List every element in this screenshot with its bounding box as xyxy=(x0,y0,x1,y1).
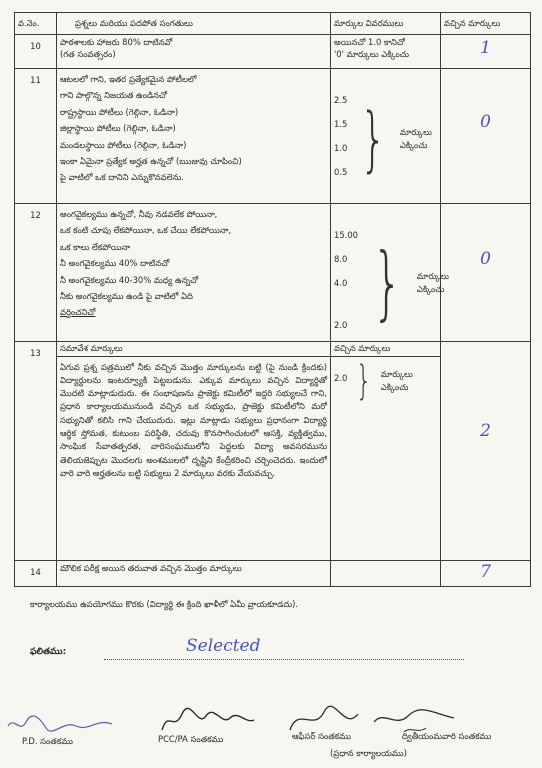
table-row xyxy=(15,204,531,342)
question-line: నీ అంగవైకల్యము 40% దాటినచో xyxy=(60,258,170,269)
question-cell xyxy=(57,69,331,204)
details-cell xyxy=(331,561,441,587)
question-line: పాఠశాలకు హాజరు 80% దాటినవో xyxy=(60,37,173,47)
details-subheader: వచ్చిన మార్కులు xyxy=(331,342,440,357)
question-line: నీకు అంగవైకల్యము ఉండి పై వాటిలో ఏది xyxy=(60,290,193,301)
signature-label-pcc: PCC/PA సంతకము xyxy=(158,734,224,744)
question-cell xyxy=(57,204,331,342)
score-group xyxy=(334,91,437,187)
score-value: 1.5 xyxy=(334,119,348,129)
signature-scribble-pcc xyxy=(158,706,258,734)
score-group xyxy=(334,230,449,336)
header-sno: వ.నెం. xyxy=(15,13,57,35)
brace-icon: } xyxy=(356,357,372,404)
question-line: వర్తించనిచో xyxy=(60,307,96,318)
signature-label-second: ద్వితీయంమవారి సంతకము xyxy=(402,731,492,741)
question-line: ఒక కాలు లేకపోయినా xyxy=(60,241,131,252)
score-group xyxy=(334,357,437,404)
question-line: అంగవైకల్యము ఉన్నచో, నీవు నడవలేక పోయినా, xyxy=(60,209,218,219)
question-title: సమావేశ మార్కులు xyxy=(57,342,330,357)
score-label: ఎక్కించు xyxy=(399,140,428,150)
header-details: మార్కుల వివరములు xyxy=(331,13,441,35)
question-line: ఇంకా ఏమైనా ప్రత్యేక అర్హత ఉన్నచో (ఋజువు చూపించి) xyxy=(60,155,242,166)
row-number: 14 xyxy=(15,561,57,587)
score-value: 2.5 xyxy=(334,95,348,105)
awarded-mark: 2 xyxy=(441,342,531,561)
details-cell xyxy=(331,342,441,561)
question-line: పై వాటిలో ఒక దానిని ఎన్నుకొనవలెను. xyxy=(60,172,184,183)
score-label: మార్కులు xyxy=(416,271,449,282)
question-line: (గత సంవత్సరం) xyxy=(60,48,116,59)
score-label: ఎక్కించు xyxy=(380,381,409,392)
table-header-row xyxy=(15,13,531,35)
question-line: రాష్ట్రస్థాయి పోటీలు (గెల్గినా, ఓడినా) xyxy=(60,106,179,117)
table-row xyxy=(15,561,531,587)
signature-scribble-pd xyxy=(6,712,116,736)
score-value: 0.5 xyxy=(334,167,348,177)
score-value: 4.0 xyxy=(334,278,348,288)
question-line: గాని పాల్గొన్న నిజయత ఉండినచో xyxy=(60,90,168,101)
result-line xyxy=(104,659,464,660)
score-value: 15.00 xyxy=(334,230,358,240)
score-value: 2.0 xyxy=(334,373,348,384)
header-awarded: వచ్చిన మార్కులు xyxy=(441,13,531,35)
result-value: Selected xyxy=(186,636,261,656)
question-line: నీ అంగవైకల్యము 40-30% మధ్య ఉన్నచో xyxy=(60,274,199,285)
score-label: మార్కులు xyxy=(380,368,413,379)
details-line: అయినచో 1.0 కానిచో xyxy=(334,37,405,47)
signature-label-officer: ఆఫీసర్ సంతకము xyxy=(292,731,351,741)
question-line: మండలస్థాయి పోటీలు (గెల్గినా, ఓడినా) xyxy=(60,139,187,150)
brace-icon: } xyxy=(360,98,387,180)
awarded-mark: 1 xyxy=(441,35,531,69)
question-cell xyxy=(57,561,331,587)
signature-label-headoffice: (ప్రధాన కార్యాలయము) xyxy=(330,748,407,758)
question-line: మౌలిక పరీక్ష అయిన తరువాత వచ్చిన మొత్తం మార్కులు xyxy=(60,563,242,573)
table-row xyxy=(15,69,531,204)
details-cell xyxy=(331,35,441,69)
question-cell xyxy=(57,35,331,69)
awarded-mark: 0 xyxy=(441,204,531,342)
header-question: ప్రశ్నలు మరియు పదపోత సంగతులు xyxy=(57,13,331,35)
row-number: 13 xyxy=(15,342,57,561)
row-number: 11 xyxy=(15,69,57,204)
row-number: 10 xyxy=(15,35,57,69)
office-use-note: కార్యాలయము ఉపయోగము కొరకు (విద్యార్థి ఈ క్రింది ఖాళీలో ఏమీ వ్రాయకూడదు). xyxy=(30,599,299,609)
question-line: ఆటలలో గాని, ఇతర ప్రత్యేకమైన పోటీలలో xyxy=(60,74,197,84)
score-value: 1.0 xyxy=(334,143,348,153)
score-value: 8.0 xyxy=(334,254,348,264)
question-line: జిల్లాస్థాయి పోటీలు (గెల్గినా, ఓడినా) xyxy=(60,123,176,134)
marks-table xyxy=(14,12,531,587)
details-cell xyxy=(331,204,449,342)
table-row xyxy=(15,35,531,69)
result-label: ఫలితము: xyxy=(30,647,67,657)
score-label: ఎక్కించు xyxy=(416,284,445,294)
awarded-mark: 7 xyxy=(441,561,531,587)
score-value: 2.0 xyxy=(334,320,348,330)
brace-icon: } xyxy=(372,236,403,329)
details-line: '0' మార్కులు ఎక్కించు xyxy=(334,48,409,59)
signature-label-pd: P.D. సంతకము xyxy=(22,736,73,746)
details-cell xyxy=(331,69,441,204)
awarded-mark: 0 xyxy=(441,69,531,204)
row-number: 12 xyxy=(15,204,57,342)
question-cell xyxy=(57,342,331,561)
table-row xyxy=(15,342,531,561)
score-label: మార్కులు xyxy=(399,127,432,138)
question-body: ఏగువ ప్రశ్న పత్రములో నీకు వచ్చిన మొత్తం మార్కులను బట్టి (పై నుండి క్రిందకు) విద్యార్థులను ఇంటర్వ్యూకి పెట్టబడును. ఎక్కువ మార్కులు వచ్చిన విద్యార్థితో మొదటి మాట్లాడుదురు. ఈ సంభాషణను ప్రాజెక్టు కమిటీలో ఇద్దరి సభ్యులచే గాని, ప్రధాన కార్యాలయమునుండి వచ్చిన ఒక సభ్యుడు, ప్రాజెక్టు కమిటీలోని మరో సభ్యునితో కలిసి గాని చేయుదురు. ఇట్లు మాట్లాడు సభ్యులు ప్రధానంగా విద్యార్థి ఆర్థిక స్తోమత, కుటుంబ పరిస్థితి, చదువు కొనసాగించుటలో ఆసక్తి, వ్యక్తిత్వము, సాంఘిక సేవాతత్పరత, వారిసంఘములోని పెద్దలకు విద్యా అవసరమును తెలియజెప్పుట మొదలగు అంశములలో దృష్టిని కేంద్రీకరించి చర్చించెదరు. ఇందులో వారి వారి అర్హతలను బట్టి సభ్యులు 2 మార్కులు వరకు వేయవచ్చు. xyxy=(60,361,327,478)
question-line: ఒక కంటి చూపు లేకపోయినా, ఒక చేయి లేకపోయినా, xyxy=(60,225,232,236)
